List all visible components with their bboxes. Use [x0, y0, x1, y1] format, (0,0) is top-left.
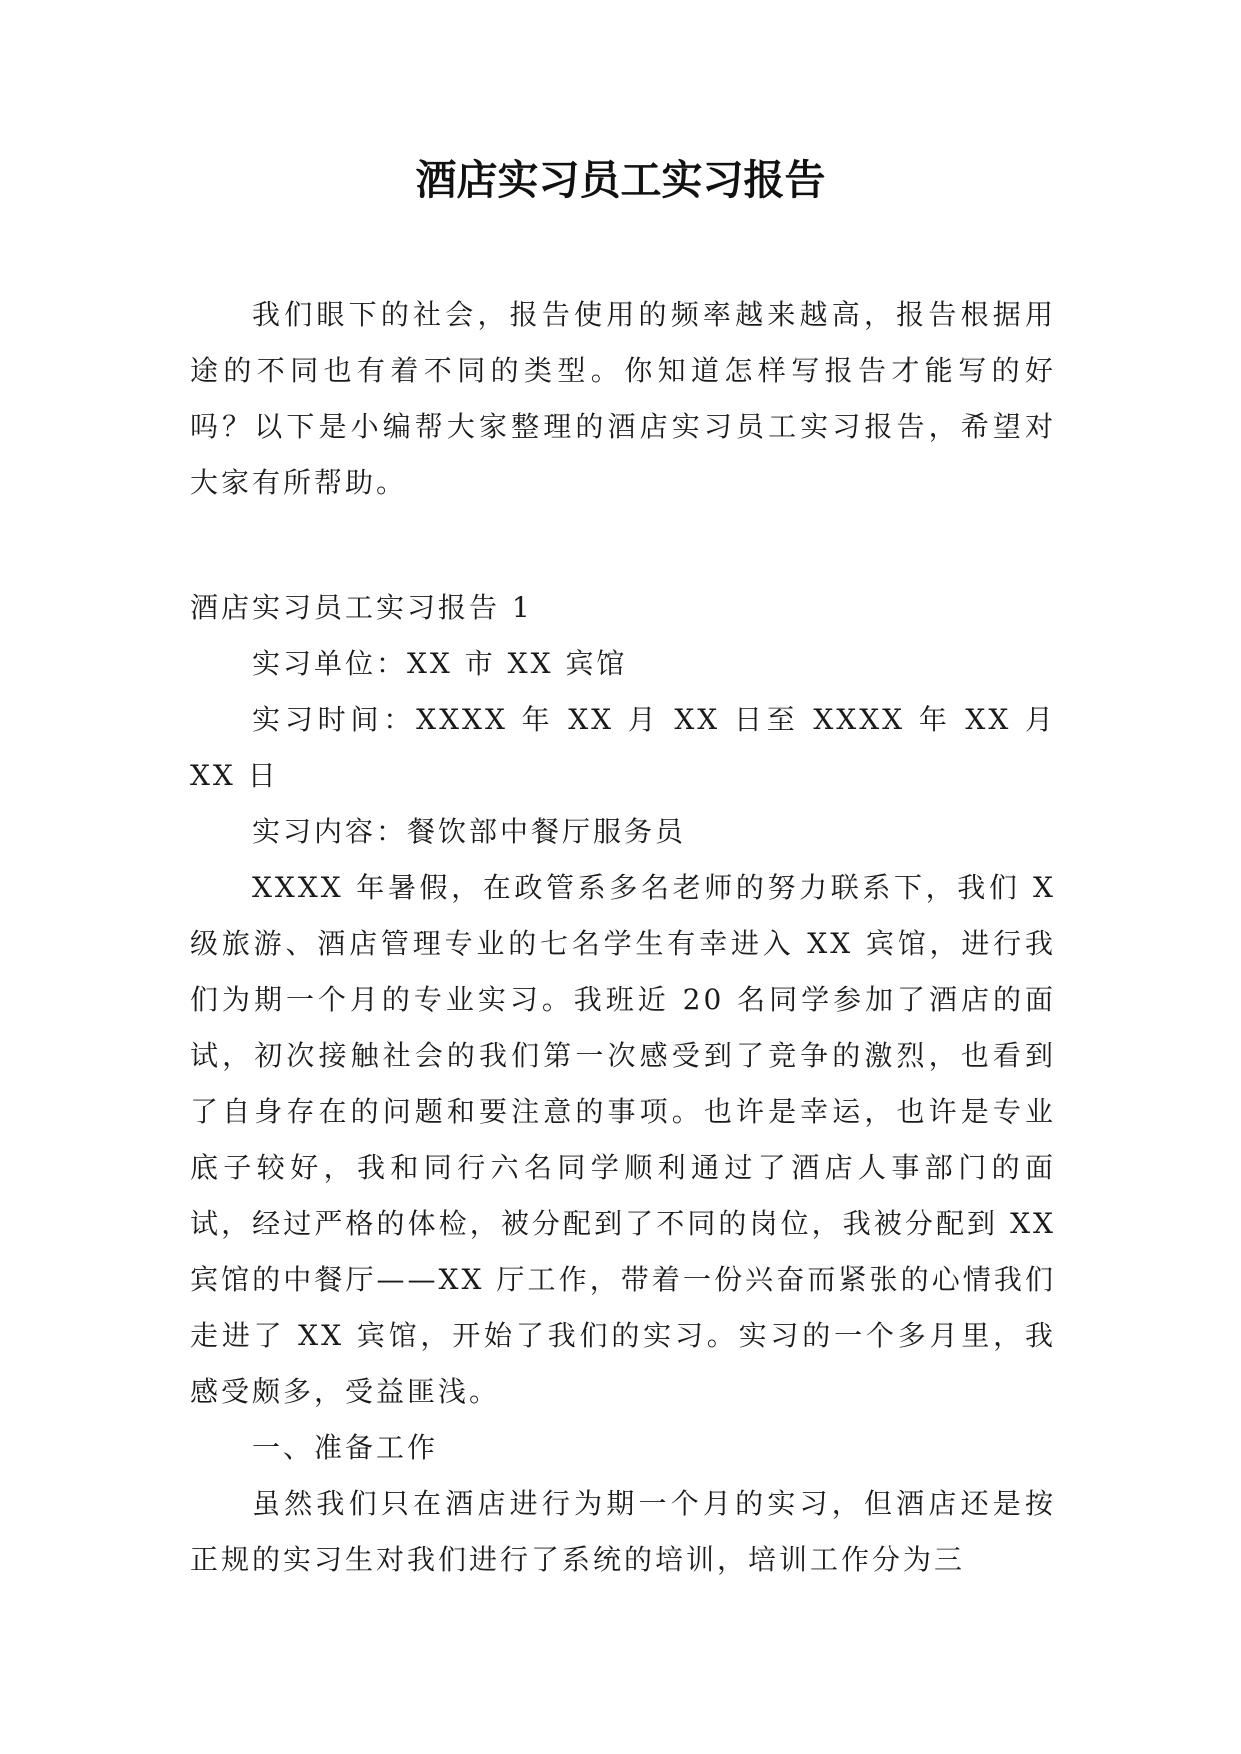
subheading: 一、准备工作	[252, 1431, 439, 1464]
body-paragraph: XXXX 年暑假，在政管系多名老师的努力联系下，我们 X 级旅游、酒店管理专业的七名学生有幸进入 XX 宾馆，进行我们为期一个月的专业实习。我班近 20 名同学参加了酒店的面试，初次接触社会的我们第一次感受到了竞争的激烈，也看到了自身存在的问题和要注意的事项。也许是幸运，也许是专业底子较好，我和同行六名同学顺利通过了酒店人事部门的面试，经过严格的体检，被分配到了不同的岗位，我被分配到 XX 宾馆的中餐厅——XX 厅工作，带着一份兴奋而紧张的心情我们走进了 XX 宾馆，开始了我们的实习。实习的一个多月里，我感受颇多，受益匪浅。	[190, 871, 1056, 1408]
internship-unit: 实习单位：XX 市 XX 宾馆	[252, 647, 628, 680]
body-paragraph: 虽然我们只在酒店进行为期一个月的实习，但酒店还是按正规的实习生对我们进行了系统的培训，培训工作分为三	[190, 1487, 1056, 1576]
document-title: 酒店实习员工实习报告	[415, 156, 826, 204]
section-heading: 酒店实习员工实习报告 1	[190, 591, 533, 624]
internship-content: 实习内容：餐饮部中餐厅服务员	[252, 815, 687, 848]
report-body	[190, 580, 1056, 1588]
intro-paragraph: 我们眼下的社会，报告使用的频率越来越高，报告根据用途的不同也有着不同的类型。你知道怎样写报告才能写的好吗？以下是小编帮大家整理的酒店实习员工实习报告，希望对大家有所帮助。	[190, 298, 1056, 499]
intro-block	[190, 287, 1056, 511]
internship-time: 实习时间：XXXX 年 XX 月 XX 日至 XXXX 年 XX 月 XX 日	[190, 703, 1056, 792]
